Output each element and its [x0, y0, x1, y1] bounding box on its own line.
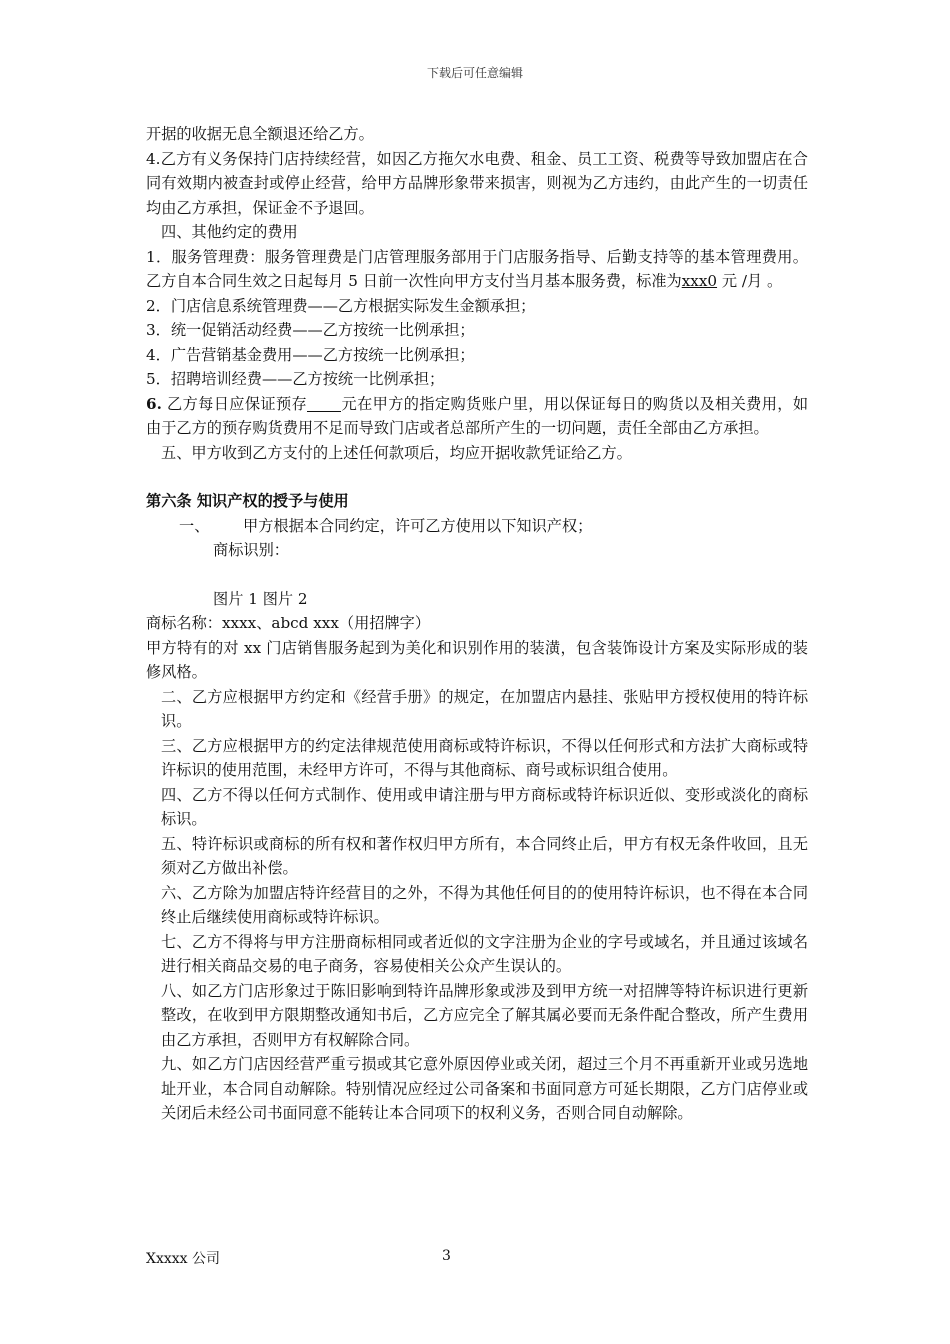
article-title: 第六条 知识产权的授予与使用 — [146, 492, 349, 510]
page-header: 下载后可任意编辑 — [426, 66, 523, 80]
trademark-name: 商标名称：xxxx、abcd xxx（用招牌字） — [146, 614, 431, 632]
clause-1 — [146, 514, 808, 539]
picture-placeholders: 图片 1 图片 2 — [213, 589, 308, 608]
clause-text: 甲方根据本合同约定，许可乙方使用以下知识产权； — [243, 516, 593, 535]
clause-7: 七、乙方不得将与甲方注册商标相同或者近似的文字注册为企业的字号或域名，并且通过该域名进行相关商品交易的电子商务，容易使相关公众产生误认的。 — [161, 932, 808, 975]
page-number: 3 — [442, 1248, 451, 1264]
fee-unit: 元 /月 。 — [717, 272, 783, 290]
clause-number: 一、 — [179, 516, 210, 535]
fee-item-6-number: 6. — [146, 394, 162, 413]
clause-5: 五、特许标识或商标的所有权和著作权归甲方所有，本合同终止后，甲方有权无条件收回，且无须对乙方做出补偿。 — [161, 834, 808, 877]
document-body — [146, 122, 808, 1126]
section-heading: 五、甲方收到乙方支付的上述任何款项后，均应开据收款凭证给乙方。 — [161, 443, 632, 462]
fee-amount: xxx0 — [681, 272, 718, 290]
clause-6: 六、乙方除为加盟店特许经营目的之外，不得为其他任何目的的使用特许标识，也不得在本合同终止后继续使用商标或特许标识。 — [161, 883, 808, 926]
clause-2: 二、乙方应根据甲方约定和《经营手册》的规定，在加盟店内悬挂、张贴甲方授权使用的特许标识。 — [161, 687, 808, 730]
fee-item-4: 4．广告营销基金费用——乙方按统一比例承担； — [146, 345, 475, 364]
page-footer — [146, 1248, 808, 1268]
paragraph — [146, 245, 808, 294]
fee-item-2: 2．门店信息系统管理费——乙方根据实际发生金额承担； — [146, 296, 536, 315]
trademark-label: 商标识别： — [213, 541, 289, 559]
clause-4: 四、乙方不得以任何方式制作、使用或申请注册与甲方商标或特许标识近似、变形或淡化的商标标识。 — [161, 785, 808, 828]
spacer — [146, 563, 808, 587]
fee-item-6 — [146, 392, 808, 441]
footer-company: Xxxxx 公司 — [146, 1251, 220, 1267]
clause-3: 三、乙方应根据甲方的约定法律规范使用商标或特许标识，不得以任何形式和方法扩大商标或特许标识的使用范围，未经甲方许可，不得与其他商标、商号或标识组合使用。 — [161, 736, 808, 779]
blank-underline — [307, 395, 341, 412]
fee-item-6-text-b: 元在甲方的指定购货账户里，用以保证每日的购货以及相关费用，如由于乙方的预存购货费用不足而导致门店或者总部所产生的一切问题，责任全部由乙方承担。 — [146, 394, 808, 437]
fee-item-3: 3．统一促销活动经费——乙方按统一比例承担； — [146, 321, 475, 339]
paragraph: 开据的收据无息全额退还给乙方。 — [146, 125, 374, 143]
paragraph: 4.乙方有义务保持门店持续经营，如因乙方拖欠水电费、租金、员工工资、税费等导致加盟店在合同有效期内被查封或停止经营，给甲方品牌形象带来损害，则视为乙方违约，由此产生的一切责任均由乙方承担，保证金不予退回。 — [146, 149, 808, 217]
fee-item-6-text-a: 乙方每日应保证预存 — [161, 394, 308, 413]
spacer — [146, 465, 808, 489]
clause-8: 八、如乙方门店形象过于陈旧影响到特许品牌形象或涉及到甲方统一对招牌等特许标识进行更新整改，在收到甲方限期整改通知书后，乙方应完全了解其属必要而无条件配合整改，所产生费用由乙方承担，否则甲方有权解除合同。 — [161, 981, 808, 1049]
section-heading: 四、其他约定的费用 — [161, 223, 298, 241]
paragraph: 甲方特有的对 xx 门店销售服务起到为美化和识别作用的装潢，包含装饰设计方案及实际形成的装修风格。 — [146, 638, 808, 681]
clause-9: 九、如乙方门店因经营严重亏损或其它意外原因停业或关闭，超过三个月不再重新开业或另选地址开业，本合同自动解除。特别情况应经过公司备案和书面同意方可延长期限，乙方门店停业或关闭后未经公司书面同意不能转让本合同项下的权利义务，否则合同自动解除。 — [161, 1055, 808, 1122]
fee-item-5: 5．招聘培训经费——乙方按统一比例承担； — [146, 370, 445, 388]
fee-item-1: 1．服务管理费：服务管理费是门店管理服务部用于门店服务指导、后勤支持等的基本管理费用。乙方自本合同生效之日起每月 5 日前一次性向甲方支付当月基本服务费，标准为 — [146, 247, 808, 290]
